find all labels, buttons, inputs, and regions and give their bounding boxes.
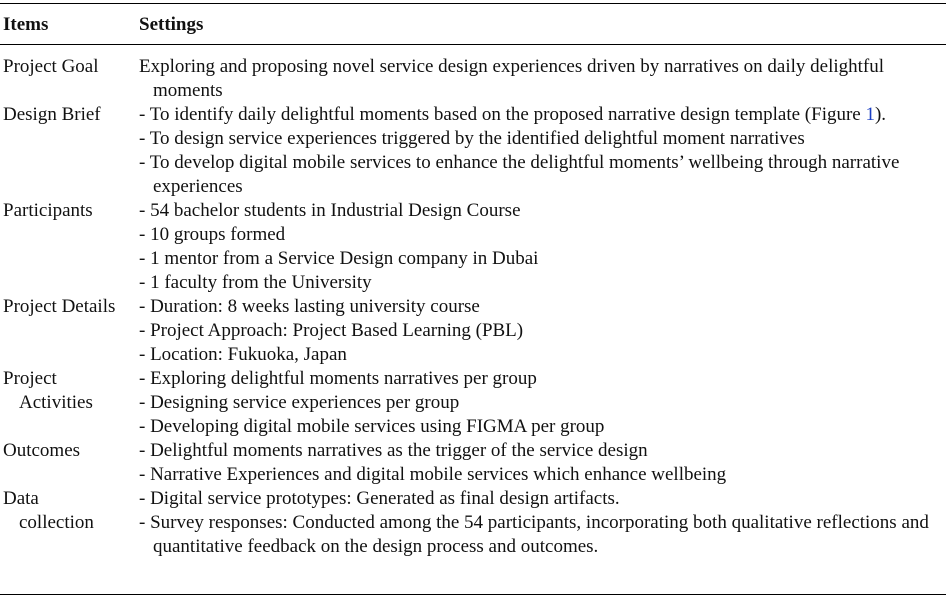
list-item: - To develop digital mobile services to enhance the delightful moments’ wellbeing through narrative experiences [139, 152, 900, 197]
row-content-project-goal [136, 55, 946, 103]
list-item: - Digital service prototypes: Generated as final design artifacts. [139, 488, 620, 509]
row-label-text: Design Brief [3, 104, 101, 125]
table-row-project-goal [0, 55, 946, 103]
table-row-data-collection [0, 487, 946, 559]
list-item: - Developing digital mobile services using FIGMA per group [139, 416, 605, 437]
row-content-outcomes [136, 439, 946, 487]
row-content-project-activities [136, 367, 946, 439]
row-content-project-details [136, 295, 946, 367]
list-item: - Location: Fukuoka, Japan [139, 344, 347, 365]
list-item: - 54 bachelor students in Industrial Design Course [139, 200, 521, 221]
table-bottom-rule [0, 594, 946, 595]
row-label-text: Project Details [3, 296, 116, 317]
row-label-text: Outcomes [3, 440, 81, 461]
row-label-line-1: Project [3, 368, 57, 389]
table-row-design-brief [0, 103, 946, 199]
list-item: - Exploring delightful moments narratives per group [139, 368, 537, 389]
row-label-outcomes [0, 439, 136, 463]
list-item: - Delightful moments narratives as the trigger of the service design [139, 440, 648, 461]
figure-reference-link[interactable]: 1 [865, 104, 875, 125]
list-item: - 1 faculty from the University [139, 272, 372, 293]
row-label-line-2: collection [19, 512, 94, 533]
list-item: - Survey responses: Conducted among the 54 participants, incorporating both qualitative reflections and quantitative feedback on the design process and outcomes. [139, 512, 929, 557]
list-item [139, 103, 946, 127]
row-label-line-1: Data [3, 488, 39, 509]
list-item: - Narrative Experiences and digital mobile services which enhance wellbeing [139, 464, 727, 485]
list-item: - Designing service experiences per group [139, 392, 460, 413]
row-label-project-details [0, 295, 136, 319]
project-goal-text: Exploring and proposing novel service design experiences driven by narratives on daily delightful moments [139, 56, 885, 101]
row-label-text: Participants [3, 200, 93, 221]
table-top-rule [0, 3, 946, 4]
list-item: - 1 mentor from a Service Design company in Dubai [139, 248, 539, 269]
row-label-project-activities [0, 367, 136, 415]
column-header-settings: Settings [139, 14, 204, 35]
table-row-project-details [0, 295, 946, 367]
table-header-rule [0, 44, 946, 45]
bullet-text: - To identify daily delightful moments based on the proposed narrative design template (Figure [139, 104, 866, 125]
list-item: - Duration: 8 weeks lasting university course [139, 296, 480, 317]
bullet-text-end: ). [874, 104, 887, 125]
row-content-design-brief [136, 103, 946, 199]
table-body [0, 55, 946, 559]
table-row-outcomes [0, 439, 946, 487]
row-content-participants [136, 199, 946, 295]
list-item: - To design service experiences triggered by the identified delightful moment narratives [139, 128, 805, 149]
table-row-participants [0, 199, 946, 295]
row-label-design-brief [0, 103, 136, 127]
row-label-project-goal [0, 55, 136, 79]
row-label-participants [0, 199, 136, 223]
row-label-data-collection [0, 487, 136, 535]
list-item: - 10 groups formed [139, 224, 286, 245]
list-item: - Project Approach: Project Based Learning (PBL) [139, 320, 524, 341]
table-row-project-activities [0, 367, 946, 439]
row-label-text: Project Goal [3, 56, 99, 77]
row-content-data-collection [136, 487, 946, 559]
row-label-line-2: Activities [19, 392, 93, 413]
column-header-items: Items [3, 14, 49, 35]
